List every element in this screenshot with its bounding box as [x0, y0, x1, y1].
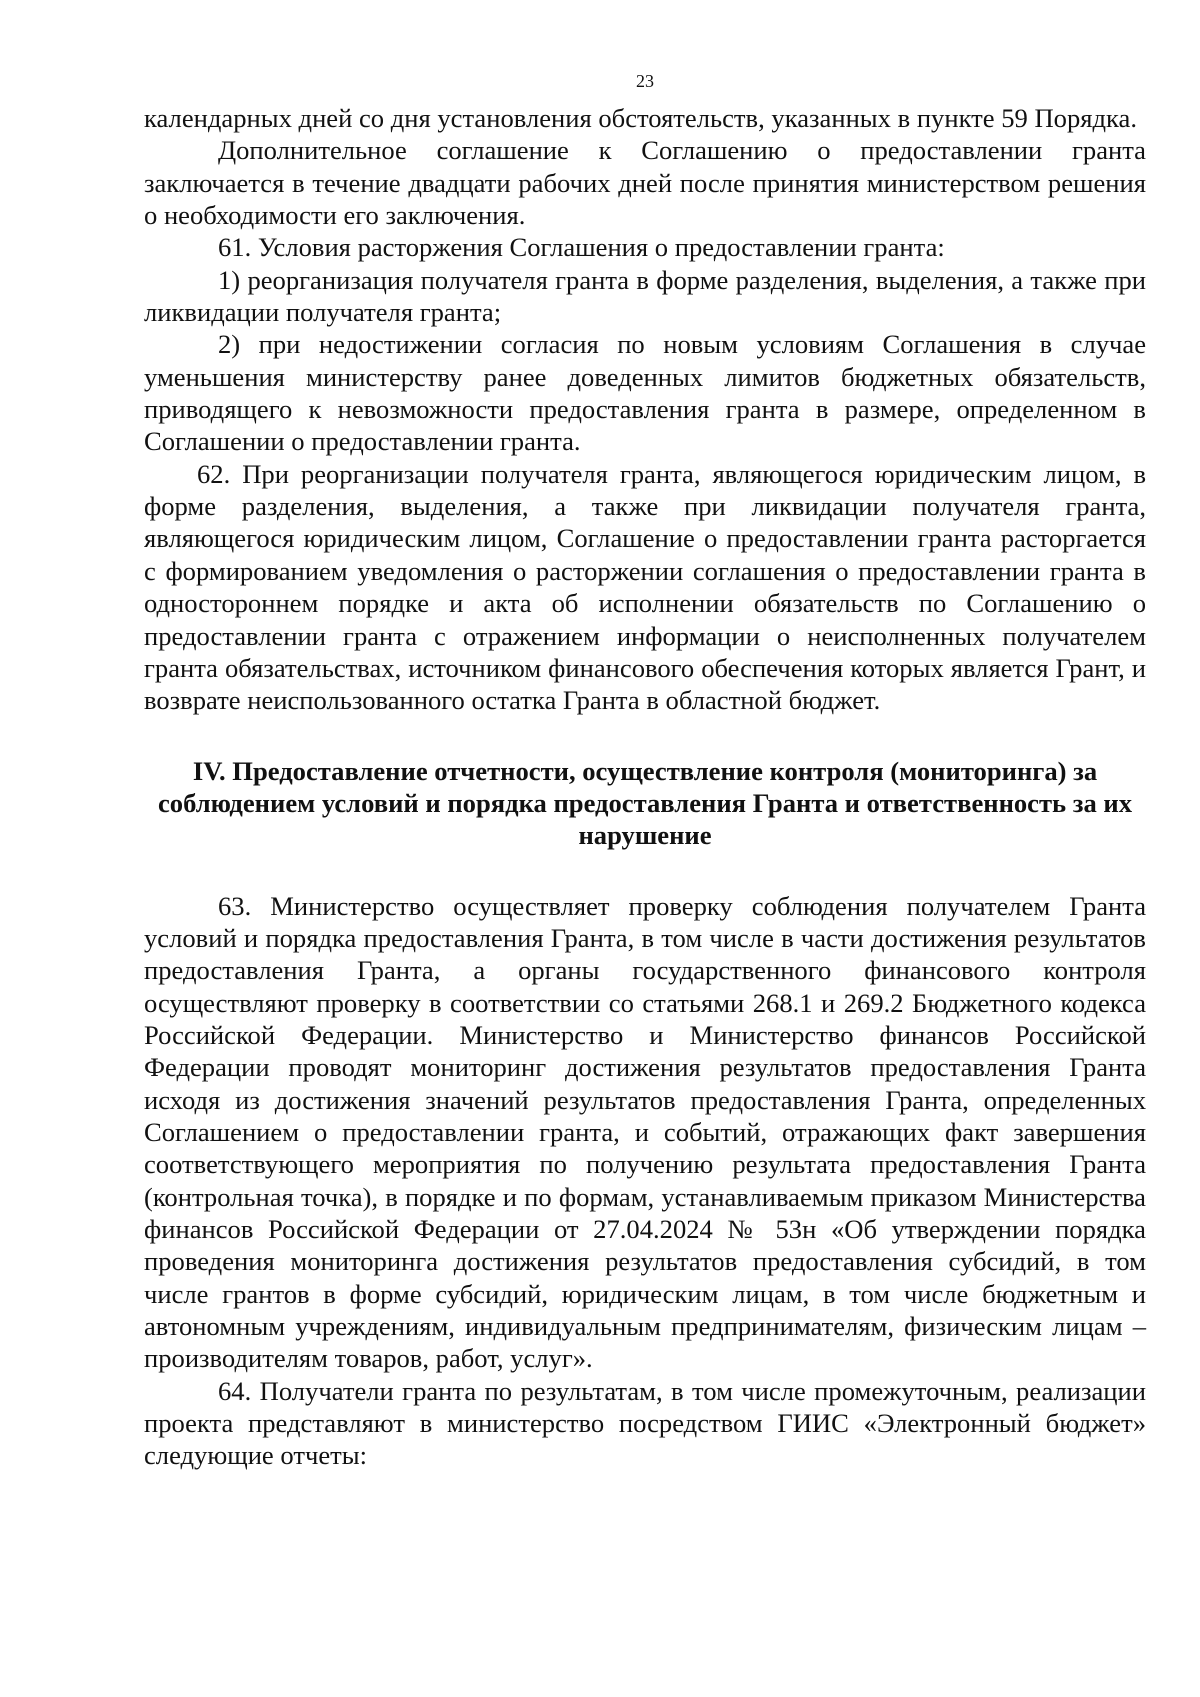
paragraph-continuation: календарных дней со дня установления обстоятельств, указанных в пункте 59 Порядка.: [144, 103, 1137, 133]
page-number: 23: [636, 71, 654, 91]
section-heading: IV. Предоставление отчетности, осуществление контроля (мониторинга) за соблюдением условий и порядка предоставления Гранта и ответственность за их нарушение: [157, 755, 1133, 851]
paragraph-additional-agreement: Дополнительное соглашение к Соглашению о предоставлении гранта заключается в течение двадцати рабочих дней после принятия министерством решения о необходимости его заключения.: [144, 135, 1146, 231]
paragraph-62: 62. При реорганизации получателя гранта, являющегося юридическим лицом, в форме разделения, выделения, а также при ликвидации получателя гранта, являющегося юридическим лицом, Соглашение о предоставлении гранта расторгается с формированием уведомления о расторжении соглашения о предоставлении гранта в одностороннем порядке и акта об исполнении обязательств по Соглашению о предоставлении гранта с отражением информации о неисполненных получателем гранта обязательствах, источником финансового обеспечения которых является Грант, и возврате неиспользованного остатка Гранта в областной бюджет.: [144, 458, 1146, 716]
paragraph-64: 64. Получатели гранта по результатам, в том числе промежуточным, реализации проекта представляют в министерство посредством ГИИС «Электронный бюджет» следующие отчеты:: [144, 1375, 1146, 1471]
paragraph-61-item-2: 2) при недостижении согласия по новым условиям Соглашения в случае уменьшения министерству ранее доведенных лимитов бюджетных обязательств, приводящего к невозможности предоставления гранта в размере, определенном в Соглашении о предоставлении гранта.: [144, 329, 1146, 457]
paragraph-63: 63. Министерство осуществляет проверку соблюдения получателем Гранта условий и порядка предоставления Гранта, в том числе в части достижения результатов предоставления Гранта, а органы государственного финансового контроля осуществляют проверку в соответствии со статьями 268.1 и 269.2 Бюджетного кодекса Российской Федерации. Министерство и Министерство финансов Российской Федерации проводят мониторинг достижения результатов предоставления Гранта исходя из достижения значений результатов предоставления Гранта, определенных Соглашением о предоставлении гранта, и событий, отражающих факт завершения соответствующего мероприятия по получению результата предоставления Гранта (контрольная точка), в порядке и по формам, устанавливаемым приказом Министерства финансов Российской Федерации от 27.04.2024 № 53н «Об утверждении порядка проведения мониторинга достижения результатов предоставления субсидий, в том числе грантов в форме субсидий, юридическим лицам, в том числе бюджетным и автономным учреждениям, индивидуальным предпринимателям, физическим лицам – производителям товаров, работ, услуг».: [144, 890, 1146, 1374]
paragraph-61-item-1: 1) реорганизация получателя гранта в форме разделения, выделения, а также при ликвидации получателя гранта;: [144, 264, 1146, 328]
paragraph-61: 61. Условия расторжения Соглашения о предоставлении гранта:: [218, 232, 945, 263]
